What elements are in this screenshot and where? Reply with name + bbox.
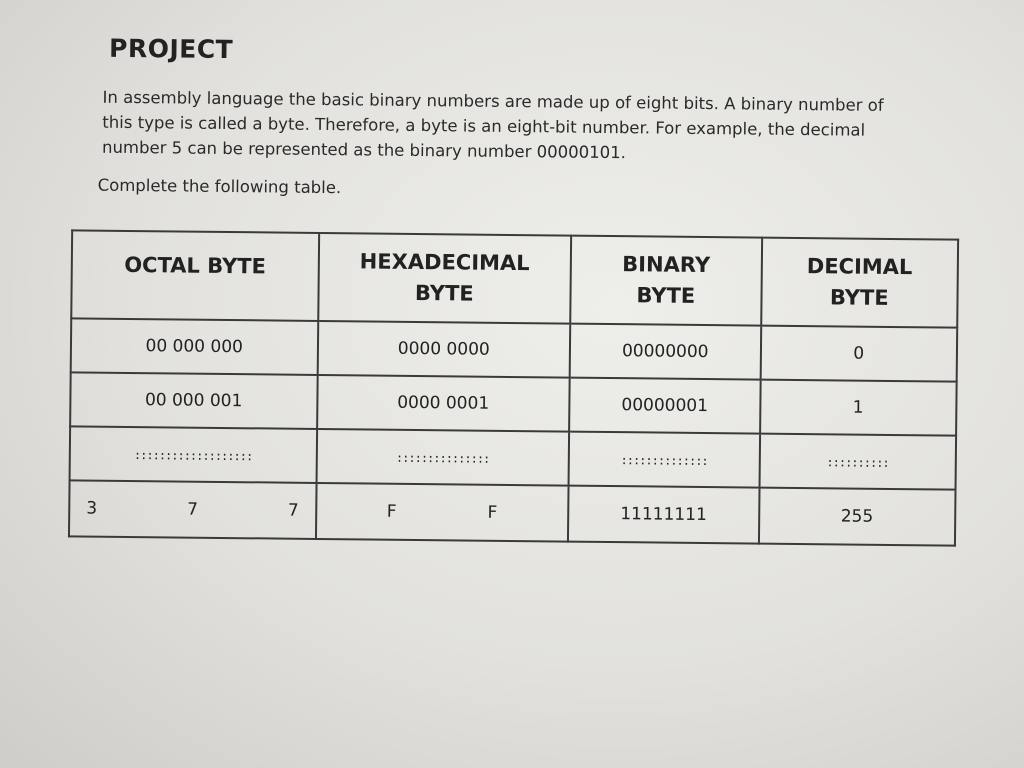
- cell-binary: 00000001: [569, 378, 760, 434]
- dots-binary: ::::::::::::::: [620, 453, 708, 469]
- instruction-text: Complete the following table.: [97, 175, 342, 198]
- cell-decimal: 0: [760, 326, 957, 382]
- intro-line-3: number 5 can be represented as the binary number 00000101.: [101, 137, 627, 163]
- table-row: [70, 372, 957, 435]
- cell-binary-dots: [569, 432, 760, 488]
- dots-decimal: ::::::::::: [826, 455, 889, 470]
- header-binary-line2: BYTE: [636, 283, 696, 308]
- hex-digit: F: [386, 501, 397, 522]
- octal-digit: 3: [86, 498, 98, 519]
- octal-digit: 7: [187, 499, 199, 520]
- intro-line-1: In assembly language the basic binary numbers are made up of eight bits. A binary number of: [102, 87, 884, 115]
- cell-hex-dots: [316, 429, 569, 486]
- header-decimal-line1: DECIMAL: [806, 254, 913, 280]
- cell-decimal: 1: [760, 380, 957, 436]
- header-hex-line2: BYTE: [414, 280, 474, 306]
- conversion-table: [68, 229, 959, 546]
- cell-binary-answer: 11111111: [568, 486, 759, 544]
- cell-binary: 00000000: [570, 324, 761, 380]
- cell-hex-answer: [316, 483, 569, 542]
- hex-digit: F: [487, 502, 498, 523]
- table-row-last: [69, 480, 956, 545]
- cell-octal-answer: [69, 480, 316, 539]
- intro-paragraph: [102, 85, 963, 169]
- hex-digits: [317, 501, 568, 524]
- intro-line-2: this type is called a byte. Therefore, a byte is an eight-bit number. For example, the decimal: [102, 112, 866, 140]
- header-octal-byte: [71, 230, 318, 321]
- header-hex-line1: HEXADECIMAL: [359, 249, 530, 276]
- dots-hex: :::::::::::::::: [395, 450, 490, 466]
- header-octal-line1: OCTAL BYTE: [124, 252, 267, 279]
- cell-octal: 00 000 000: [71, 318, 318, 375]
- header-hexadecimal-byte: [318, 233, 571, 324]
- octal-digits: [70, 498, 315, 521]
- table-row: [71, 318, 958, 381]
- cell-hex: 0000 0000: [317, 321, 570, 378]
- table-header-row: [71, 230, 958, 327]
- octal-digit: 7: [287, 500, 299, 521]
- cell-hex: 0000 0001: [317, 375, 570, 432]
- cell-decimal-answer: 255: [758, 488, 955, 546]
- header-binary-line1: BINARY: [622, 252, 711, 278]
- cell-octal-dots: [70, 426, 317, 483]
- header-decimal-byte: [761, 238, 958, 328]
- header-decimal-line2: BYTE: [829, 285, 889, 310]
- header-binary-byte: [570, 236, 761, 326]
- cell-octal: 00 000 001: [70, 372, 317, 429]
- page-title: PROJECT: [108, 33, 234, 65]
- cell-decimal-dots: [759, 434, 956, 490]
- dots-octal: :::::::::::::::::::: [133, 448, 253, 464]
- table-row-ellipsis: [70, 426, 957, 489]
